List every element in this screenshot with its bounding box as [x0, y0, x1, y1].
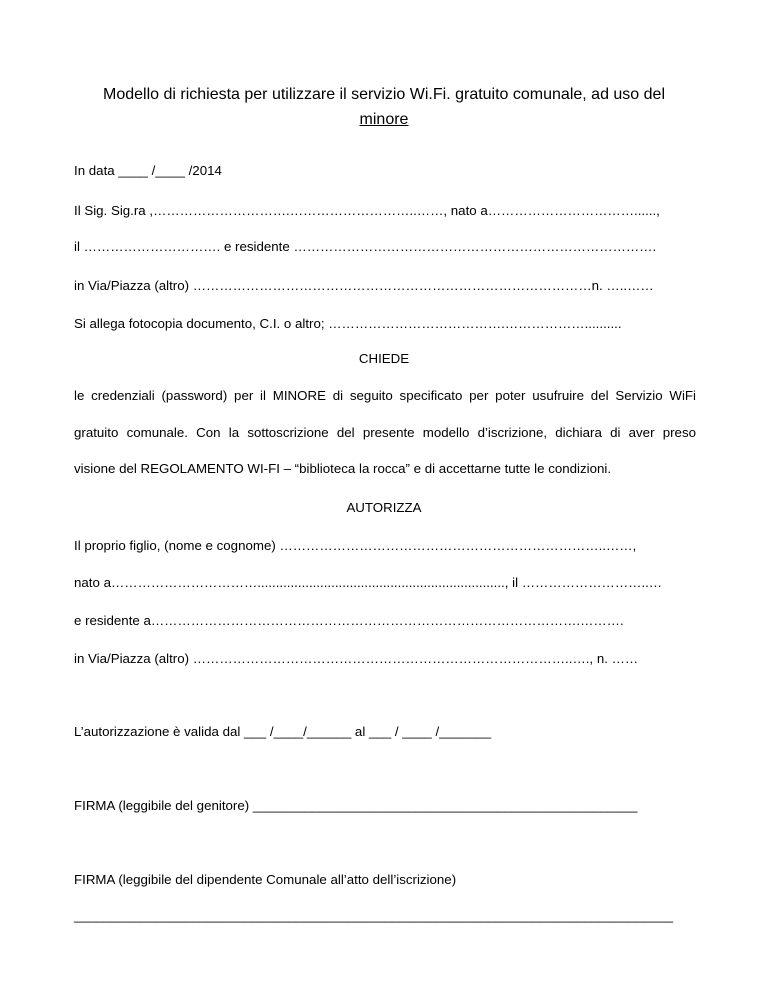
parent-signature-field: FIRMA (leggibile del genitore) ____________________________________________________: [74, 798, 638, 813]
child-birth-field: nato a……………………………..................................................................., il ………………………..…: [74, 575, 663, 590]
child-address-field: in Via/Piazza (altro) …………………………………………………………………………..…., n. ……: [74, 651, 639, 666]
chiede-line-3: visione del REGOLAMENTO WI-FI – “biblioteca la rocca” e di accettarne tutte le condizioni.: [74, 461, 612, 476]
child-name-field: Il proprio figlio, (nome e cognome) ………………………………………………………………..……,: [74, 538, 637, 553]
chiede-heading: CHIEDE: [358, 351, 410, 366]
birth-residence-field: il …………………………. e residente ……………………………………………………………………….: [74, 239, 657, 254]
chiede-line-2: gratuito comunale. Con la sottoscrizione del presente modello d’iscrizione, dichiara di aver preso: [74, 425, 696, 440]
applicant-name-field: Il Sig. Sig.ra ,………………………….………………………..……, nato a……………………………......,: [74, 203, 660, 218]
date-field: In data ____ /____ /2014: [74, 163, 222, 178]
validity-field: L’autorizzazione è valida dal ___ /____/______ al ___ / ____ /_______: [74, 724, 491, 739]
child-residence-field: e residente a…………………………………………………………………………………….……….: [74, 613, 624, 628]
employee-signature-label: FIRMA (leggibile del dipendente Comunale all’atto dell’iscrizione): [74, 872, 457, 887]
employee-signature-line: _________________________________________________________________________________: [74, 908, 674, 923]
document-field: Si allega fotocopia documento, C.I. o altro; ………………………………….………………..........: [74, 316, 622, 331]
form-title: Modello di richiesta per utilizzare il servizio Wi.Fi. gratuito comunale, ad uso del: [102, 86, 665, 103]
autorizza-heading: AUTORIZZA: [346, 500, 422, 515]
address-field: in Via/Piazza (altro) ………………………………………………………………………………n. …..……: [74, 278, 654, 293]
chiede-line-1: le credenziali (password) per il MINORE di seguito specificato per poter usufruire del Servizio WiFi: [74, 388, 696, 403]
form-title-underlined: minore: [359, 111, 409, 128]
